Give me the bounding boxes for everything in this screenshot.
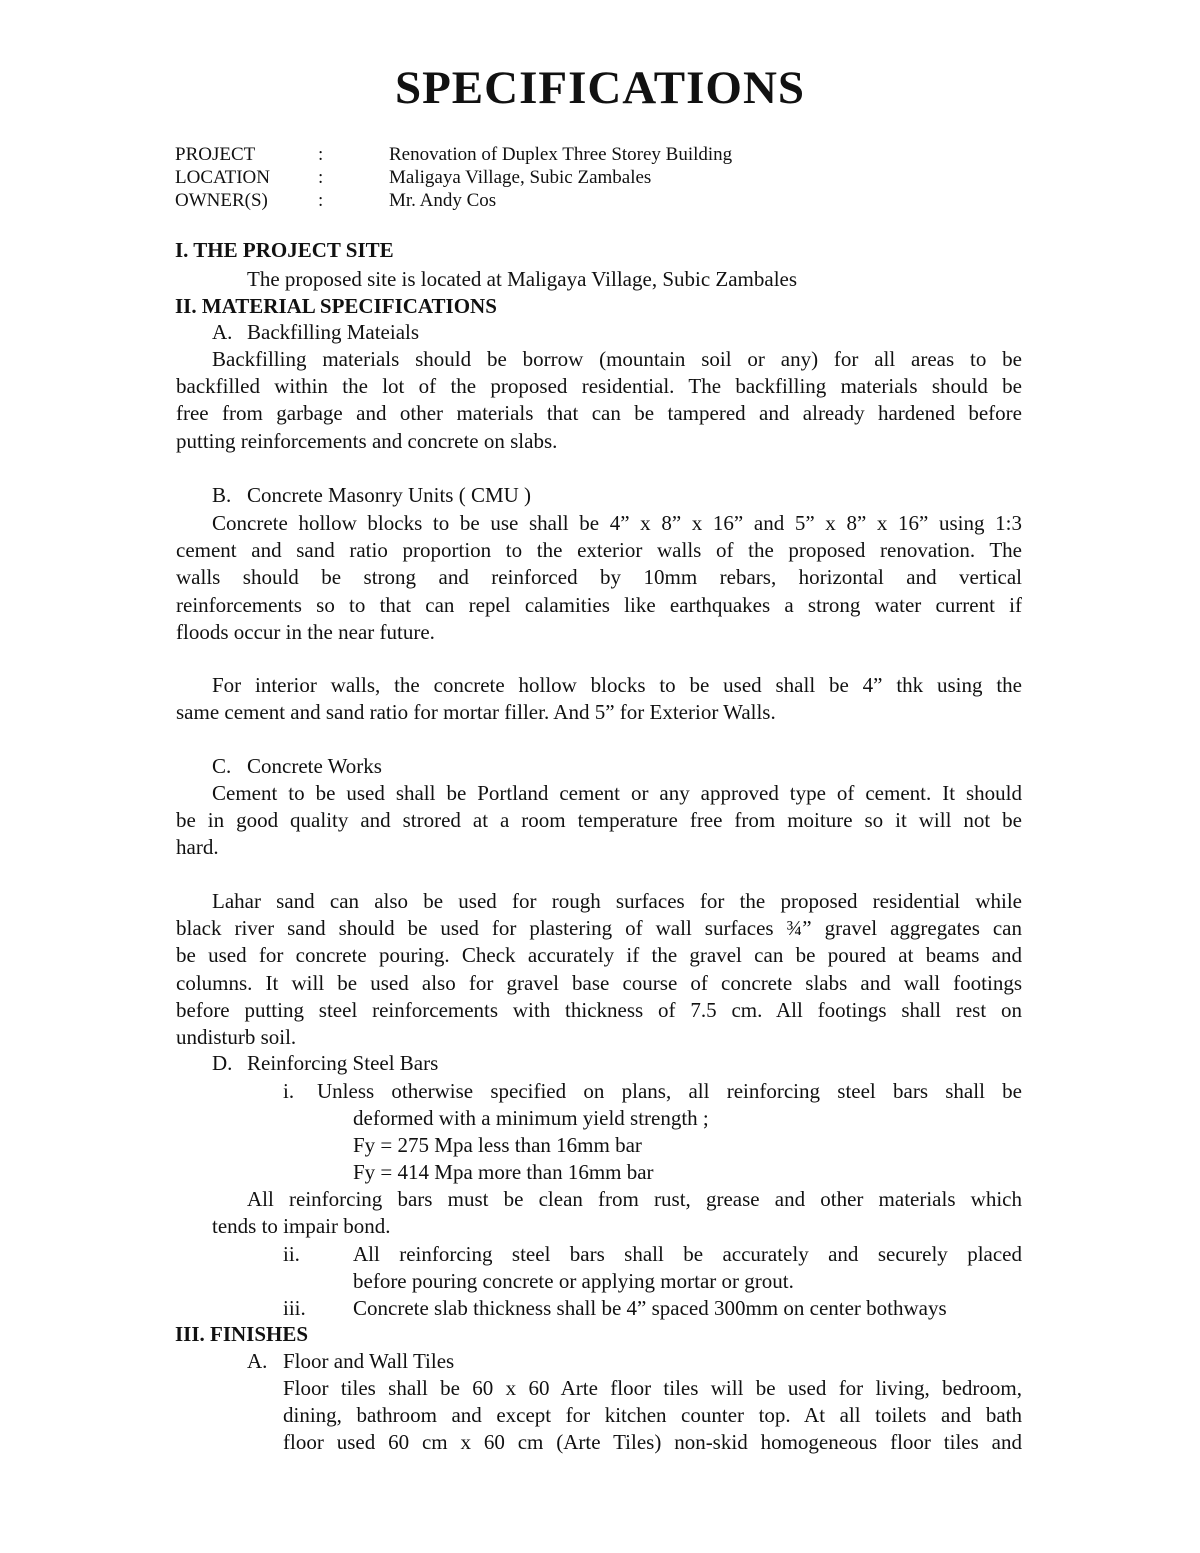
- paragraph-line: be in good quality and strored at a room temperature free from moiture so it will not be: [176, 808, 1022, 833]
- subsection-marker: A.: [212, 320, 233, 344]
- paragraph-line: be used for concrete pouring. Check accurately if the gravel can be poured at beams and: [176, 943, 1022, 968]
- info-row-location: [175, 166, 875, 189]
- list-marker-iii: iii.: [283, 1296, 306, 1320]
- subsection-marker: C.: [212, 754, 232, 778]
- paragraph-line: Backfilling materials should be borrow (mountain soil or any) for all areas to be: [212, 347, 1022, 371]
- steel-note-line: All reinforcing bars must be clean from rust, grease and other materials which: [247, 1187, 1022, 1211]
- subsection-title-concrete-works: Concrete Works: [247, 754, 382, 778]
- paragraph-line: free from garbage and other materials that can be tampered and already hardened before: [176, 401, 1022, 426]
- paragraph-line: walls should be strong and reinforced by 10mm rebars, horizontal and vertical: [176, 565, 1022, 590]
- subsection-title-cmu: Concrete Masonry Units ( CMU ): [247, 483, 532, 507]
- info-value: Renovation of Duplex Three Storey Building: [389, 144, 733, 165]
- paragraph-line: reinforcements so to that can repel calamities like earthquakes a strong water current if: [176, 592, 1022, 617]
- list-marker-i: i.: [283, 1079, 295, 1103]
- project-info: [175, 143, 875, 215]
- steel-item-iii-line: Concrete slab thickness shall be 4” spaced 300mm on center bothways: [353, 1296, 947, 1320]
- list-marker-ii: ii.: [283, 1242, 300, 1266]
- info-row-project: [175, 143, 875, 166]
- steel-item-ii-line: before pouring concrete or applying mortar or grout.: [353, 1269, 794, 1293]
- steel-item-i-line: deformed with a minimum yield strength ;: [353, 1106, 709, 1130]
- info-colon: :: [318, 167, 324, 188]
- steel-item-i-line: Unless otherwise specified on plans, all reinforcing steel bars shall be: [317, 1079, 1022, 1103]
- steel-fy-414: Fy = 414 Mpa more than 16mm bar: [353, 1160, 654, 1184]
- info-value: Mr. Andy Cos: [389, 190, 497, 211]
- project-site-text: The proposed site is located at Maligaya Village, Subic Zambales: [247, 267, 798, 291]
- subsection-marker: A.: [247, 1349, 268, 1373]
- subsection-title-backfilling: Backfilling Mateials: [247, 320, 420, 344]
- paragraph-line: Lahar sand can also be used for rough surfaces for the proposed residential while: [212, 889, 1022, 913]
- subsection-title-tiles: Floor and Wall Tiles: [283, 1349, 455, 1373]
- steel-item-ii-line: All reinforcing steel bars shall be accurately and securely placed: [353, 1242, 1022, 1266]
- subsection-title-steel-bars: Reinforcing Steel Bars: [247, 1051, 439, 1075]
- tiles-paragraph-line: dining, bathroom and except for kitchen counter top. At all toilets and bath: [283, 1403, 1022, 1427]
- section-heading-project-site: I. THE PROJECT SITE: [175, 238, 394, 262]
- paragraph-line: backfilled within the lot of the proposed residential. The backfilling materials should be: [176, 374, 1022, 399]
- paragraph-line: same cement and sand ratio for mortar filler. And 5” for Exterior Walls.: [176, 700, 776, 725]
- paragraph-line: black river sand should be used for plastering of wall surfaces ¾” gravel aggregates can: [176, 916, 1022, 941]
- paragraph-line: columns. It will be used also for gravel base course of concrete slabs and wall footings: [176, 970, 1022, 995]
- info-colon: :: [318, 190, 324, 211]
- document-title: SPECIFICATIONS: [394, 62, 806, 114]
- paragraph-line: hard.: [176, 835, 219, 860]
- paragraph-line: putting reinforcements and concrete on slabs.: [176, 428, 558, 453]
- tiles-paragraph-line: Floor tiles shall be 60 x 60 Arte floor tiles will be used for living, bedroom,: [283, 1376, 1022, 1400]
- section-heading-finishes: III. FINISHES: [175, 1322, 309, 1346]
- paragraph-line: Cement to be used shall be Portland cement or any approved type of cement. It should: [212, 781, 1022, 805]
- paragraph-line: Concrete hollow blocks to be use shall be 4” x 8” x 16” and 5” x 8” x 16” using 1:3: [212, 511, 1022, 535]
- subsection-marker: B.: [212, 483, 232, 507]
- paragraph-line: cement and sand ratio proportion to the exterior walls of the proposed renovation. The: [176, 538, 1022, 563]
- subsection-marker: D.: [212, 1051, 233, 1075]
- paragraph-line: floods occur in the near future.: [176, 619, 435, 644]
- info-colon: :: [318, 144, 324, 165]
- section-heading-material-specs: II. MATERIAL SPECIFICATIONS: [175, 294, 497, 318]
- paragraph-line: For interior walls, the concrete hollow blocks to be used shall be 4” thk using the: [212, 673, 1022, 697]
- paragraph-line: undisturb soil.: [176, 1025, 297, 1049]
- info-value: Maligaya Village, Subic Zambales: [389, 167, 652, 188]
- info-key: PROJECT: [175, 144, 256, 165]
- info-row-owner: [175, 189, 875, 212]
- info-key: OWNER(S): [175, 190, 268, 211]
- steel-fy-275: Fy = 275 Mpa less than 16mm bar: [353, 1133, 642, 1157]
- tiles-paragraph-line: floor used 60 cm x 60 cm (Arte Tiles) non-skid homogeneous floor tiles and: [283, 1430, 1022, 1454]
- info-key: LOCATION: [175, 167, 270, 188]
- paragraph-line: before putting steel reinforcements with thickness of 7.5 cm. All footings shall rest on: [176, 997, 1022, 1022]
- steel-note-line: tends to impair bond.: [212, 1214, 391, 1238]
